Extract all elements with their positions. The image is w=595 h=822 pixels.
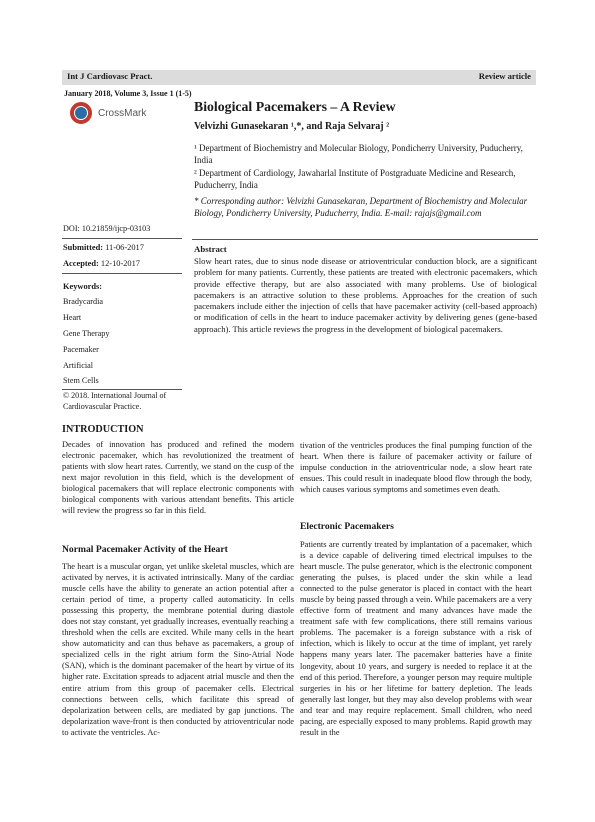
section-heading-electronic-pacemakers: Electronic Pacemakers [300, 521, 394, 532]
divider [192, 239, 538, 240]
keyword-item: Heart [63, 313, 82, 322]
doi[interactable]: DOI: 10.21859/ijcp-03103 [63, 224, 151, 233]
introduction-text: Decades of innovation has produced and refined the modern electronic pacemaker, which has revolutionized the treatment of patients with slow heart rates. Currently, we stand on the cusp of the next major revolution in this field, which is the development of biological pacemakers that will replace electronic components with biological components with various attendant benefits. This article will review the progress so far in this field. [62, 440, 294, 516]
abstract-text: Slow heart rates, due to sinus node disease or atrioventricular conduction block, are a significant problem for many patients. Currently, these patients are treated with electronic pacemakers, which provide effective therapy, but are also associated with many problems. Use of biological pacemakers is an attractive solution to these problems. Approaches for the creation of such pacemakers include either the injection of cells that have pacemaker activity (cell-based approach) or modification of cells in the heart to induce pacemaker activity by delivering genes (gene-based approach). This article reviews the progress in the development of biological pacemakers. [194, 256, 537, 334]
submitted-date [63, 243, 144, 252]
issue-line: January 2018, Volume 3, Issue 1 (1-5) [64, 89, 192, 98]
keyword-item: Artificial [63, 361, 94, 370]
submitted-label: Submitted: [63, 243, 104, 252]
journal-header-bar [62, 70, 536, 85]
keywords-heading: Keywords: [63, 282, 103, 291]
column2-continued-text: tivation of the ventricles produces the final pumping function of the heart. When there is failure of pacemaker activity or failure of impulse conduction in the atrioventricular node, a slow heart rate ensues. This could result in inadequate blood flow through the body, which causes various symptoms and sometimes even death. [300, 441, 532, 495]
corresponding-author: * Corresponding author: Velvizhi Gunasekaran, Department of Biochemistry and Molecular Biology, Pondicherry University, Puducherry, India. E-mail: rajajs@gmail.com [194, 196, 528, 218]
crossmark-label: CrossMark [98, 108, 147, 119]
divider [62, 238, 182, 239]
abstract-heading: Abstract [194, 244, 227, 254]
keyword-item: Stem Cells [63, 376, 99, 385]
article-title: Biological Pacemakers – A Review [194, 99, 396, 114]
copyright: © 2018. International Journal of Cardiovascular Practice. [63, 391, 167, 411]
divider [62, 273, 182, 274]
section-heading-introduction: INTRODUCTION [62, 424, 144, 435]
section-heading-normal-pacemaker: Normal Pacemaker Activity of the Heart [62, 544, 228, 555]
affiliation-2: ² Department of Cardiology, Jawaharlal Institute of Postgraduate Medicine and Research, Puducherry, India [194, 168, 516, 190]
crossmark-badge[interactable] [66, 100, 156, 132]
submitted-value: 11-06-2017 [105, 243, 144, 252]
electronic-pacemakers-text: Patients are currently treated by implantation of a pacemaker, which is a device capable of delivering timed electrical impulses to the heart muscle. The pulse generator, which is the electronic component generating the pulses, is placed under the skin while a lead connected to the pulse generator is placed in contact with the heart muscle by being passed through a vein. While pacemakers are a very effective form of treatment and many advances have made the treatment safe with few complications, there still remains various problems. The pacemaker is a foreign substance with a risk of infection, which is likely to occur at the time of implant, yet rarely happens many years later. The pacemaker batteries have a finite longevity, about 10 years, and surgery is needed to replace it at the end of this period. Therefore, a younger person may require multiple surgeries in his or her lifetime for battery depletion. The leads generally last longer, but they may also develop problems with wear and tear and may require replacement. Small children, who need pacing, are especially exposed to many problems. Rapid growth may result in the [300, 540, 532, 737]
article-authors: Velvizhi Gunasekaran ¹,*, and Raja Selvaraj ² [194, 121, 390, 132]
accepted-value: 12-10-2017 [100, 259, 140, 268]
keyword-item: Pacemaker [63, 345, 99, 354]
keyword-item: Bradycardia [63, 297, 104, 306]
crossmark-icon-center [75, 107, 87, 119]
divider [62, 389, 182, 390]
journal-name: Int J Cardiovasc Pract. [67, 71, 153, 81]
affiliation-1: ¹ Department of Biochemistry and Molecular Biology, Pondicherry University, Puducherry, India [194, 143, 523, 165]
keyword-item: Gene Therapy [63, 329, 110, 338]
normal-pacemaker-text: The heart is a muscular organ, yet unlike skeletal muscles, which are activated by nerves, it is activated intrinsically. Many of the cardiac muscle cells have the ability to generate an action potential after a certain period of time, a property called automaticity. In cells possessing this property, the membrane potential during diastole does not stay constant, yet gradually increases, eventually reaching a threshold when the cells are excited. While many cells in the heart show automaticity and can thus behave as pacemakers, a group of specialized cells in the right atrium form the Sino-Atrial Node (SAN), which is the dominant pacemaker of the heart by virtue of its higher rate. Excitation spreads to adjacent atrial muscle and then the entire atrium from this group of pacemaker cells. Electrical connections between cells, which facilitate this spread of depolarization between cells, are mediated by gap junctions. The depolarization wave-front is then conducted by atrioventricular node to activate the ventricles. Ac- [62, 562, 294, 737]
article-type: Review article [478, 71, 531, 81]
accepted-date [63, 259, 140, 268]
accepted-label: Accepted: [63, 259, 99, 268]
